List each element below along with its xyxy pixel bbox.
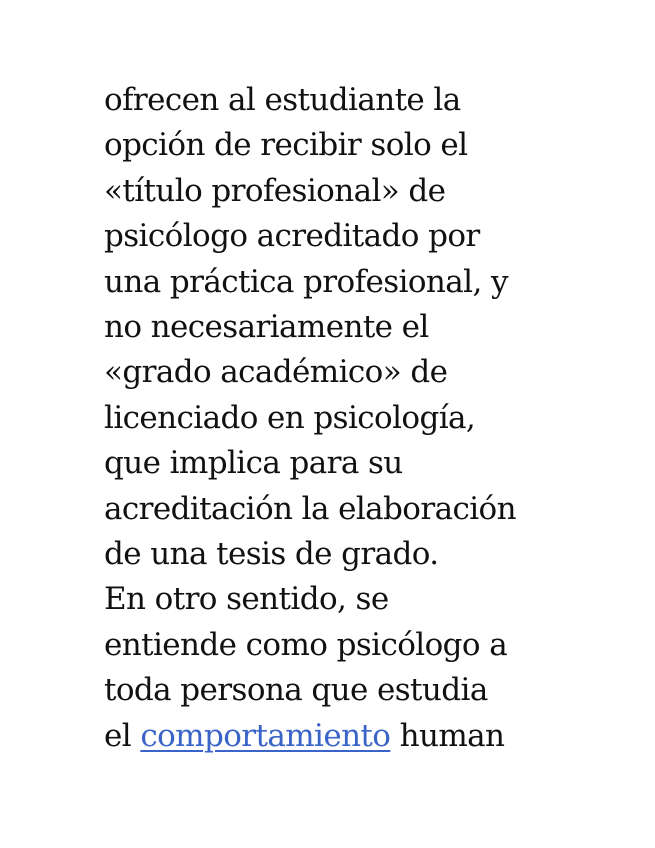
comportamiento-link[interactable]: comportamiento bbox=[140, 717, 391, 754]
text-line-7: «grado académico» de bbox=[104, 354, 448, 391]
body-text bbox=[104, 78, 624, 759]
line-suffix: human bbox=[390, 717, 505, 754]
text-line-2: opción de recibir solo el bbox=[104, 127, 468, 164]
text-line-15 bbox=[104, 714, 624, 759]
text-line-1: ofrecen al estudiante la bbox=[104, 82, 461, 118]
text-line-11: de una tesis de grado. bbox=[104, 536, 439, 573]
text-line-3: «título profesional» de bbox=[104, 172, 446, 209]
text-line-4: psicólogo acreditado por bbox=[104, 218, 480, 255]
line-prefix: el bbox=[104, 717, 141, 754]
text-line-12: En otro sentido, se bbox=[104, 581, 389, 618]
text-line-5: una práctica profesional, y bbox=[104, 263, 508, 300]
text-line-10: acreditación la elaboración bbox=[104, 490, 516, 527]
text-line-9: que implica para su bbox=[104, 445, 403, 482]
text-line-14: toda persona que estudia bbox=[104, 672, 488, 709]
text-line-6: no necesariamente el bbox=[104, 309, 429, 346]
text-line-8: licenciado en psicología, bbox=[104, 399, 476, 436]
text-line-13: entiende como psicólogo a bbox=[104, 626, 508, 663]
